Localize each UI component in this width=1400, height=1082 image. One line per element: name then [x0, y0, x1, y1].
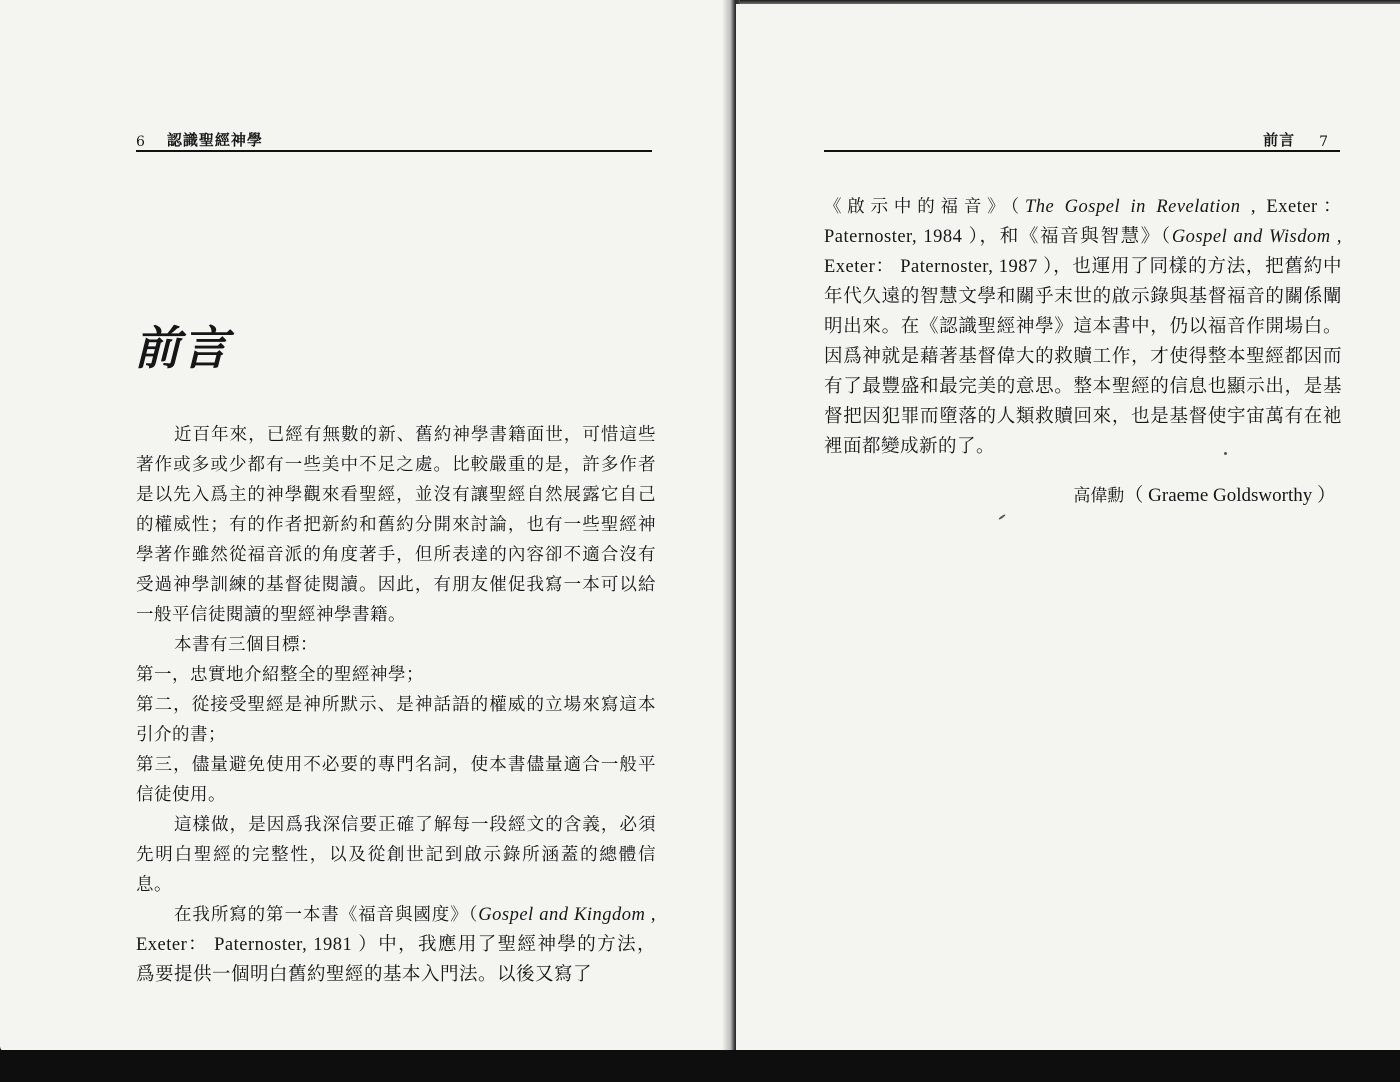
goal-3: 第三，儘量避免使用不必要的專門名詞，使本書儘量適合一般平信徒使用。	[136, 755, 656, 805]
right-paragraph-text-a: 《啟示中的福音》（	[824, 197, 1025, 217]
right-page-header	[824, 130, 1340, 152]
book-title-gospel-and-wisdom: Gospel and Wisdom	[1171, 227, 1331, 247]
scan-speck	[1224, 452, 1227, 455]
author-name-chinese: 高偉勳	[1073, 486, 1125, 506]
book-title-gospel-and-kingdom: Gospel and Kingdom	[478, 905, 646, 925]
right-page-number: 7	[1319, 134, 1328, 150]
left-page-number: 6	[136, 134, 145, 150]
paragraph-1: 近百年來，已經有無數的新、舊約神學書籍面世，可惜這些著作或多或少都有一些美中不足之處。比較嚴重的是，許多作者是以先入爲主的神學觀來看聖經，並沒有讓聖經自然展露它自己的權威性；有的作者把新約和舊約分開來討論，也有一些聖經神學著作雖然從福音派的角度著手，但所表達的內容卻不適合沒有受過神學訓練的基督徒閱讀。因此，有朋友催促我寫一本可以給一般平信徒閱讀的聖經神學書籍。	[136, 425, 656, 625]
paragraph-4	[136, 900, 656, 990]
scan-bottom-edge	[0, 1050, 1400, 1082]
paragraph-4-text-c: , Exeter： Paternoster, 1981 ）中，我應用了聖經神學的方法，爲要提供一個明白舊約聖經的基本入門法。以後又寫了	[136, 905, 657, 985]
right-running-title: 前言	[1263, 131, 1296, 149]
paragraph-3: 這樣做，是因爲我深信要正確了解每一段經文的含義，必須先明白聖經的完整性，以及從創世記到啟示錄所涵蓋的總體信息。	[136, 815, 656, 895]
right-body-text	[824, 192, 1342, 462]
left-running-title: 認識聖經神學	[166, 131, 263, 149]
left-page-header	[136, 130, 652, 152]
author-signature	[1073, 480, 1336, 507]
goal-2: 第二，從接受聖經是神所默示、是神話語的權威的立場來寫這本引介的書；	[136, 695, 656, 745]
goal-1: 第一，忠實地介紹整全的聖經神學；	[136, 665, 424, 685]
right-paragraph-text-e: , Exeter： Paternoster, 1987 ），也運用了同樣的方法，把舊約中年代久遠的智慧文學和關乎末世的啟示錄與基督福音的關係闡明出來。在《認識聖經神學》這本書中，仍以福音作開場白。因爲神就是藉著基督偉大的救贖工作，才使得整本聖經都因而有了最豐盛和最完美的意思。整本聖經的信息也顯示出，是基督把因犯罪而墮落的人類救贖回來，也是基督使宇宙萬有在祂裡面都變成新的了。	[824, 227, 1343, 457]
author-name-english: （ Graeme Goldsworthy ）	[1124, 485, 1336, 506]
scan-speck	[998, 514, 1006, 520]
paragraph-goals-intro: 本書有三個目標：	[174, 635, 318, 655]
right-page	[736, 4, 1400, 1052]
right-paragraph-text-c: , Exeter： Paternoster, 1984 ），和《福音與智慧》（	[824, 197, 1343, 247]
book-title-gospel-in-revelation: The Gospel in Revelation	[1025, 197, 1241, 217]
left-body-text	[136, 420, 656, 990]
right-paragraph	[824, 192, 1342, 462]
chapter-title: 前言	[134, 321, 230, 375]
paragraph-4-text-a: 在我所寫的第一本書《福音與國度》（	[174, 905, 479, 925]
